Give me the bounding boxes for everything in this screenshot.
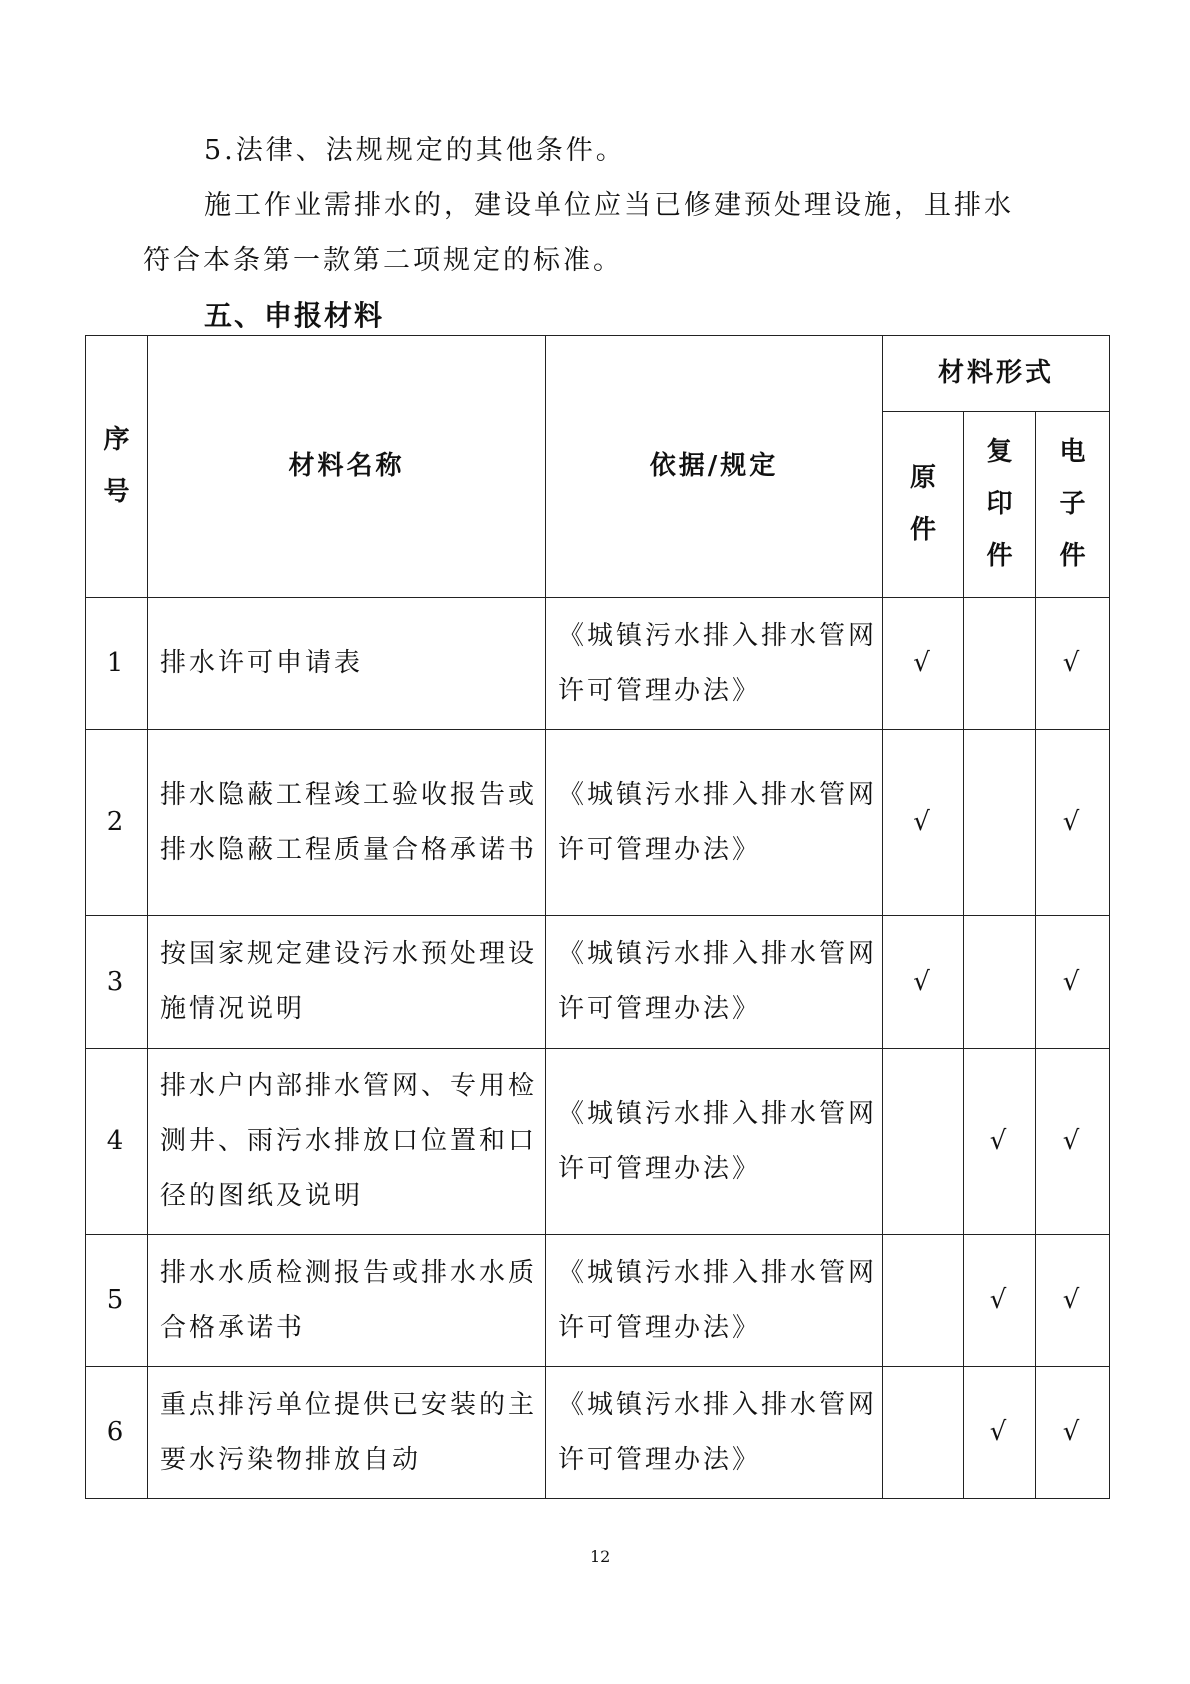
row-original xyxy=(883,1367,964,1499)
row-name: 排水户内部排水管网、专用检测井、雨污水排放口位置和口径的图纸及说明 xyxy=(148,1049,546,1235)
row-original: √ xyxy=(883,598,964,730)
table-row xyxy=(86,1235,1110,1367)
row-name: 按国家规定建设污水预处理设施情况说明 xyxy=(148,916,546,1049)
materials-table xyxy=(85,335,1110,1499)
header-copy: 复印件 xyxy=(964,412,1036,598)
row-copy: √ xyxy=(964,1049,1036,1235)
row-original: √ xyxy=(883,730,964,916)
row-copy: √ xyxy=(964,1367,1036,1499)
row-name: 排水许可申请表 xyxy=(148,598,546,730)
row-copy xyxy=(964,730,1036,916)
row-original xyxy=(883,1049,964,1235)
table-row xyxy=(86,1367,1110,1499)
paragraph-3: 符合本条第一款第二项规定的标准。 xyxy=(143,245,623,276)
row-seq: 3 xyxy=(86,916,148,1049)
row-electronic: √ xyxy=(1036,598,1110,730)
header-seq: 序号 xyxy=(86,336,148,598)
row-seq: 6 xyxy=(86,1367,148,1499)
row-basis: 《城镇污水排入排水管网许可管理办法》 xyxy=(546,1049,883,1235)
row-original xyxy=(883,1235,964,1367)
table-row xyxy=(86,730,1110,916)
row-name: 排水水质检测报告或排水水质合格承诺书 xyxy=(148,1235,546,1367)
paragraph-2: 施工作业需排水的，建设单位应当已修建预处理设施，且排水 xyxy=(204,190,1014,221)
row-copy xyxy=(964,598,1036,730)
table-row xyxy=(86,1049,1110,1235)
header-basis: 依据/规定 xyxy=(546,336,883,598)
header-electronic: 电子件 xyxy=(1036,412,1110,598)
row-electronic: √ xyxy=(1036,1367,1110,1499)
row-seq: 2 xyxy=(86,730,148,916)
row-basis: 《城镇污水排入排水管网许可管理办法》 xyxy=(546,916,883,1049)
table-row xyxy=(86,916,1110,1049)
row-seq: 1 xyxy=(86,598,148,730)
section-heading: 五、申报材料 xyxy=(204,299,385,332)
row-electronic: √ xyxy=(1036,916,1110,1049)
row-name: 排水隐蔽工程竣工验收报告或排水隐蔽工程质量合格承诺书 xyxy=(148,730,546,916)
row-basis: 《城镇污水排入排水管网许可管理办法》 xyxy=(546,730,883,916)
header-name: 材料名称 xyxy=(148,336,546,598)
row-basis: 《城镇污水排入排水管网许可管理办法》 xyxy=(546,1235,883,1367)
page-number: 12 xyxy=(590,1547,611,1566)
paragraph-1: 5.法律、法规规定的其他条件。 xyxy=(204,135,626,166)
row-basis: 《城镇污水排入排水管网许可管理办法》 xyxy=(546,598,883,730)
table-row xyxy=(86,598,1110,730)
row-electronic: √ xyxy=(1036,1235,1110,1367)
row-seq: 5 xyxy=(86,1235,148,1367)
row-copy: √ xyxy=(964,1235,1036,1367)
row-name: 重点排污单位提供已安装的主要水污染物排放自动 xyxy=(148,1367,546,1499)
row-seq: 4 xyxy=(86,1049,148,1235)
row-copy xyxy=(964,916,1036,1049)
header-original: 原件 xyxy=(883,412,964,598)
row-original: √ xyxy=(883,916,964,1049)
row-electronic: √ xyxy=(1036,730,1110,916)
header-form: 材料形式 xyxy=(883,336,1110,412)
row-basis: 《城镇污水排入排水管网许可管理办法》 xyxy=(546,1367,883,1499)
row-electronic: √ xyxy=(1036,1049,1110,1235)
